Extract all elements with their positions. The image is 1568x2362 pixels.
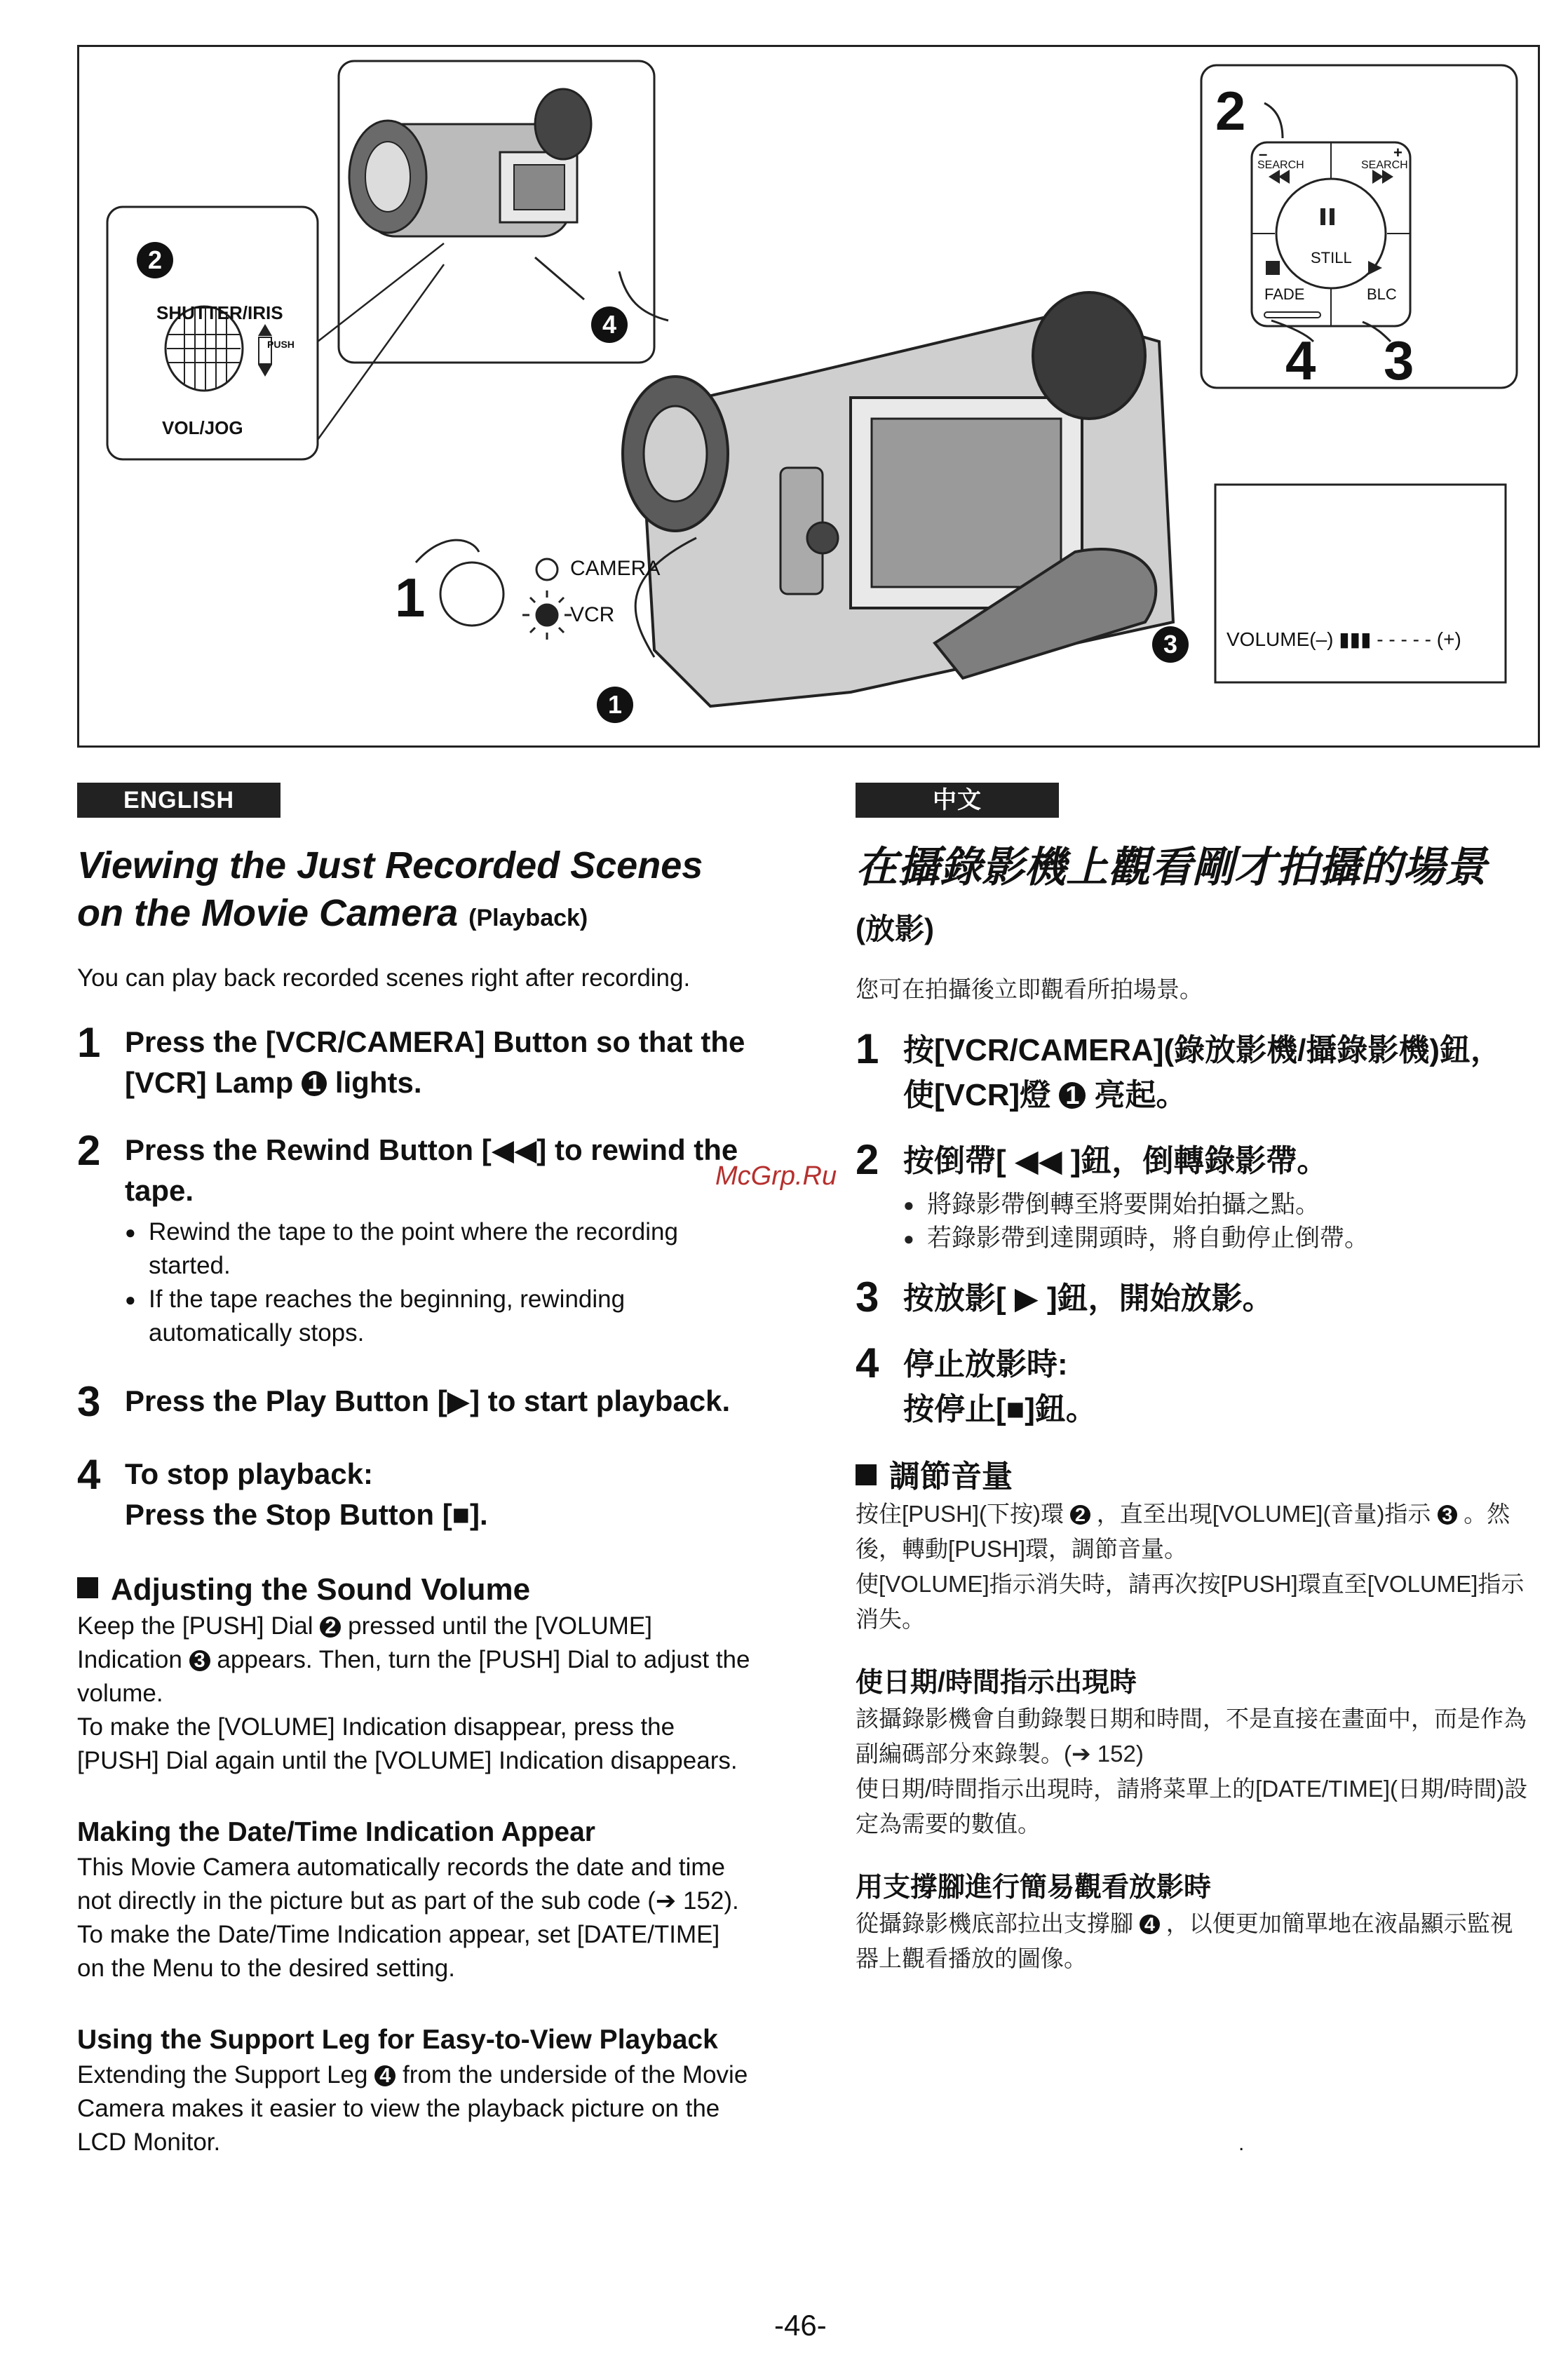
english-leg-para: [77, 2058, 750, 2159]
panel-search-minus: SEARCH: [1257, 159, 1304, 171]
chinese-volume-para-2: 使[VOLUME]指示消失時，請再次按[PUSH]環直至[VOLUME]指示消失。: [856, 1571, 1525, 1632]
chinese-date-para-2: 使日期/時間指示出現時，請將菜單上的[DATE/TIME](日期/時間)設定為需要的數值。: [856, 1776, 1528, 1837]
text-part: 從攝錄影機底部拉出支撐腳: [856, 1910, 1133, 1936]
english-step-1: [77, 1019, 750, 1103]
chinese-step-3: [856, 1276, 1529, 1321]
step-bullets: [903, 1188, 1529, 1255]
step-text-part-a: 按[VCR/CAMERA](錄放影機/攝錄影機)鈕，使[VCR]燈: [903, 1033, 1502, 1112]
callout-4-panel: 4: [1285, 330, 1316, 391]
english-leg-heading: Using the Support Leg for Easy-to-View Playback: [77, 2025, 718, 2055]
circled-3-inline: 3: [189, 1650, 210, 1671]
chinese-title-main: 在攝錄影機上觀看剛才拍攝的場景: [856, 844, 1487, 891]
callout-3: 3: [1384, 330, 1414, 391]
step-number: 2: [77, 1127, 101, 1174]
english-volume-para-1: [77, 1609, 750, 1710]
english-date-para-2: To make the Date/Time Indication appear, set [DATE/TIME] on the Menu to the desired setting.: [77, 1921, 720, 1982]
circled-2-inline: 2: [320, 1617, 341, 1638]
step-number: 1: [856, 1025, 879, 1072]
panel-blc: BLC: [1367, 285, 1397, 303]
step-text: 按倒帶[ ◀◀ ]鈕，倒轉錄影帶。: [903, 1144, 1328, 1178]
panel-plus: +: [1393, 144, 1403, 161]
circled-1-inline: 1: [1059, 1082, 1086, 1109]
chinese-intro: 您可在拍攝後立即觀看所拍場景。: [856, 976, 1203, 1002]
english-date-para-1: This Movie Camera automatically records the date and time not directly in the picture but as part of the sub code (➔ 152).: [77, 1854, 739, 1915]
step-bullets: [125, 1215, 750, 1350]
step-text: 按放影[ ▶ ]鈕，開始放影。: [903, 1281, 1273, 1316]
page-number: -46-: [774, 2309, 827, 2342]
volume-indication-text: VOLUME(–) ▮▮▮ - - - - - (+): [1226, 628, 1461, 650]
step-text-line-2: Press the Stop Button [■].: [125, 1498, 488, 1531]
text-part: ，以便更加簡單地在液晶顯示監視器上觀看播放的圖像。: [856, 1910, 1513, 1971]
chinese-volume-heading: [856, 1457, 1529, 1497]
vcr-camera-button: [440, 562, 503, 626]
circled-4-inline: 4: [374, 2065, 396, 2086]
chinese-step-4: [856, 1339, 1529, 1432]
heading-text: 調節音量: [889, 1459, 1013, 1494]
step-text-part-b: lights.: [334, 1066, 422, 1099]
step-number: 2: [856, 1136, 879, 1183]
english-language-bar: ENGLISH: [77, 783, 281, 818]
english-volume-heading: [77, 1570, 750, 1609]
step-number: 3: [77, 1378, 101, 1425]
circled-4: 4: [591, 306, 628, 343]
lamp-label-camera: CAMERA: [570, 557, 661, 580]
chinese-title: [856, 839, 1529, 958]
chinese-leg-heading: 用支撐腳進行簡易觀看放影時: [856, 1872, 1212, 1903]
chinese-volume-para-1: [856, 1497, 1529, 1567]
circled-3-inline: 3: [1438, 1505, 1457, 1525]
circled-2-inline: 2: [1070, 1505, 1090, 1525]
text-part: 按住[PUSH](下按)環: [856, 1501, 1064, 1527]
dial-label-push: PUSH: [267, 339, 295, 350]
stray-mark: .: [1238, 2132, 1245, 2155]
panel-still: STILL: [1311, 249, 1352, 266]
square-bullet-icon: [77, 1577, 98, 1598]
english-intro: You can play back recorded scenes right after recording.: [77, 964, 691, 992]
text-part: appears. Then, turn the [PUSH] Dial to adjust the volume.: [77, 1646, 750, 1707]
step-number: 1: [77, 1019, 101, 1066]
bullet-item: ● If the tape reaches the beginning, rewinding automatically stops.: [125, 1283, 750, 1350]
text-part: ，直至出現[VOLUME](音量)指示: [1096, 1501, 1431, 1527]
heading-text: Adjusting the Sound Volume: [111, 1572, 531, 1607]
english-title: [77, 842, 750, 942]
step-text: [903, 1028, 1529, 1118]
chinese-column: [856, 839, 1529, 1976]
english-column: [77, 842, 750, 2159]
english-step-3: [77, 1378, 750, 1425]
chinese-step-1: [856, 1025, 1529, 1118]
english-title-suffix: (Playback): [468, 905, 588, 931]
circled-1-inline: 1: [302, 1071, 327, 1096]
lamp-label-vcr: VCR: [570, 603, 615, 626]
step-text: Press the Play Button [▶] to start playback.: [125, 1384, 731, 1417]
chinese-step-2: [856, 1136, 1529, 1255]
chinese-language-bar: 中文: [856, 783, 1059, 818]
circled-4-inline: 4: [1140, 1915, 1159, 1934]
camcorder-body: [623, 292, 1173, 706]
english-step-2: [77, 1127, 750, 1350]
step-number: 3: [856, 1274, 879, 1321]
step-text-line-2: 按停止[■]鈕。: [903, 1392, 1097, 1426]
english-volume-para-2: To make the [VOLUME] Indication disappear, press the [PUSH] Dial again until the [VOLUME] Indication disappears.: [77, 1713, 738, 1774]
text-part: Extending the Support Leg: [77, 2061, 368, 2088]
chinese-title-suffix: (放影): [856, 912, 934, 945]
step-text-line-1: 停止放影時:: [903, 1347, 1068, 1382]
text-part: from the underside of the Movie Camera makes it easier to view the playback picture on the LCD Monitor.: [77, 2061, 748, 2156]
circled-2-dial: 2: [137, 242, 173, 278]
watermark: McGrp.Ru: [715, 1161, 837, 1191]
camera-illustration: [77, 45, 1540, 748]
callout-2: 2: [1215, 80, 1246, 142]
step-text-part-a: Press the [VCR/CAMERA] Button so that the [VCR] Lamp: [125, 1025, 745, 1099]
chinese-date-para-1: 該攝錄影機會自動錄製日期和時間，不是直接在畫面中，而是作為副編碼部分來錄製。(➔ 152): [856, 1706, 1527, 1767]
dial-label-vol-jog: VOL/JOG: [162, 417, 243, 438]
panel-minus: –: [1259, 145, 1268, 163]
step-number: 4: [77, 1451, 101, 1498]
camera-lamp-icon: [536, 559, 557, 580]
step-text-line-1: To stop playback:: [125, 1457, 373, 1490]
text-part: pressed until the [VOLUME] Indication: [77, 1612, 652, 1673]
volume-display-box: [1215, 485, 1506, 682]
callout-1: 1: [395, 567, 426, 628]
english-date-heading: Making the Date/Time Indication Appear: [77, 1817, 595, 1847]
text-part: 。然後，轉動[PUSH]環，調節音量。: [856, 1501, 1510, 1562]
bullet-item: ● Rewind the tape to the point where the recording started.: [125, 1215, 750, 1283]
text-part: Keep the [PUSH] Dial: [77, 1612, 313, 1640]
circled-1: 1: [597, 687, 633, 723]
panel-search-plus: SEARCH: [1361, 159, 1408, 171]
circled-3: 3: [1152, 626, 1189, 663]
panel-fade: FADE: [1264, 285, 1305, 303]
vcr-lamp-icon: [536, 605, 557, 626]
dial-label-shutter-iris: SHUTTER/IRIS: [156, 302, 283, 323]
step-text: Press the Rewind Button [◀◀] to rewind the tape.: [125, 1133, 738, 1207]
english-title-main: Viewing the Just Recorded Scenes on the Movie Camera: [77, 844, 703, 934]
step-text-part-b: 亮起。: [1094, 1078, 1187, 1112]
square-bullet-icon: [856, 1464, 877, 1485]
step-number: 4: [856, 1339, 879, 1386]
bullet-item: ● 若錄影帶到達開頭時，將自動停止倒帶。: [903, 1222, 1529, 1255]
english-step-4: [77, 1451, 750, 1535]
step-text: [125, 1022, 750, 1103]
chinese-leg-para: [856, 1906, 1529, 1976]
bullet-item: ● 將錄影帶倒轉至將要開始拍攝之點。: [903, 1188, 1529, 1222]
chinese-date-heading: 使日期/時間指示出現時: [856, 1668, 1137, 1698]
